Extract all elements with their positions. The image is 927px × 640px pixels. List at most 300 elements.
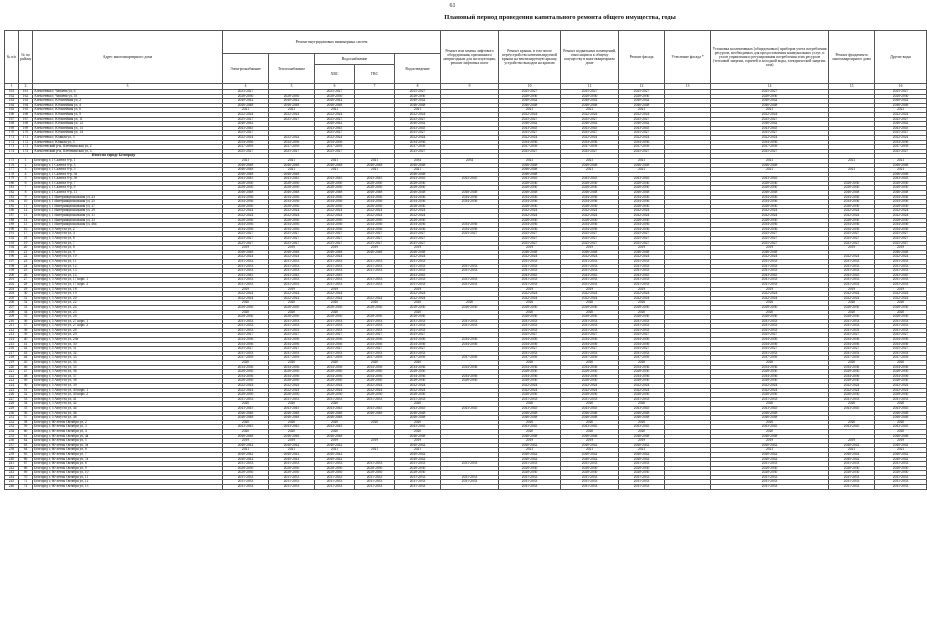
table-cell: 2025-2027	[875, 232, 927, 237]
table-cell: 227	[5, 397, 19, 402]
table-cell: 208	[5, 310, 19, 315]
table-cell: 2025-2027	[355, 333, 395, 338]
table-cell: 2022-2024	[355, 384, 395, 389]
table-cell: 2040-2042	[561, 122, 619, 127]
table-cell: 230	[5, 411, 19, 416]
table-cell: 2025-2027	[619, 241, 665, 246]
table-cell: 2020	[269, 310, 315, 315]
table-cell: 2031-2033	[619, 319, 665, 324]
table-cell: 2025-2027	[619, 149, 665, 154]
table-cell: 2020	[561, 310, 619, 315]
table-cell: 2031-2033	[711, 259, 829, 264]
address-cell: Белгород г, 1 Салюта б-р, 5	[33, 168, 223, 173]
table-cell: 2020	[711, 429, 829, 434]
table-cell: 2040-2042	[619, 99, 665, 104]
table-cell: 2022-2024	[269, 209, 315, 214]
table-cell: 43	[19, 351, 33, 356]
table-cell: 2028-2030	[269, 94, 315, 99]
table-cell: 34	[19, 310, 33, 315]
table-cell: 61	[19, 434, 33, 439]
table-cell: 2020	[269, 420, 315, 425]
table-cell: 2031-2033	[395, 480, 441, 485]
repair-schedule-table	[4, 30, 927, 490]
table-cell: 2025-2027	[269, 237, 315, 242]
table-cell: 2021	[223, 108, 269, 113]
table-cell: 2021	[355, 448, 395, 453]
table-cell: 2034-2036	[355, 342, 395, 347]
table-cell: 2028-2030	[223, 305, 269, 310]
table-cell: 2043-2045	[561, 126, 619, 131]
table-cell: 2043-2045	[619, 425, 665, 430]
table-cell: 8	[19, 191, 33, 196]
table-cell: 2020	[875, 429, 927, 434]
table-cell: 168	[19, 122, 33, 127]
table-cell: 2031-2033	[223, 351, 269, 356]
table-cell: 2028-2030	[355, 204, 395, 209]
table-cell: 2028-2030	[499, 466, 561, 471]
table-cell: 2046-2048	[875, 250, 927, 255]
table-row	[5, 485, 927, 490]
table-cell: 2022-2024	[829, 255, 875, 260]
table-cell: 2034-2036	[355, 374, 395, 379]
table-cell: 2031-2033	[875, 462, 927, 467]
table-cell: 2034-2036	[441, 223, 499, 228]
address-cell: Белгород г, 5 Августа ул, 26	[33, 315, 223, 320]
table-cell: 2043-2045	[269, 273, 315, 278]
table-cell: 2019	[875, 439, 927, 444]
table-cell: 2040-2042	[619, 452, 665, 457]
table-cell: 2028-2030	[829, 181, 875, 186]
address-cell: Белгород г, 5 Августа ул, 17 корп. 2	[33, 282, 223, 287]
table-cell: 2020	[829, 310, 875, 315]
address-cell: Белгород г, 5 Августа ул, 12	[33, 264, 223, 269]
table-cell: 2034-2036	[223, 223, 269, 228]
address-cell: Белгород г, 60-летия Октября ул, 2	[33, 420, 223, 425]
table-cell: 2025-2027	[875, 149, 927, 154]
table-cell: 2031-2033	[315, 324, 355, 329]
table-cell: 2028-2030	[561, 315, 619, 320]
table-cell: 67	[19, 462, 33, 467]
table-cell: 2028-2030	[315, 393, 355, 398]
table-cell: 2028-2030	[315, 466, 355, 471]
table-cell: 2043-2045	[355, 406, 395, 411]
table-cell: 2028-2030	[223, 393, 269, 398]
table-cell: 2031-2033	[223, 264, 269, 269]
address-cell: Белгород г, 60-летия Октября ул, 7	[33, 452, 223, 457]
table-cell: 2025-2027	[499, 347, 561, 352]
table-cell: 225	[5, 388, 19, 393]
table-cell: 2028-2030	[561, 379, 619, 384]
address-cell: Белгород г, 5 Августа ул, 35	[33, 365, 223, 370]
table-cell: 162	[5, 94, 19, 99]
table-cell: 2022-2024	[223, 112, 269, 117]
table-cell: 162	[19, 94, 33, 99]
table-cell: 2028-2030	[395, 370, 441, 375]
table-cell: 2034-2036	[315, 140, 355, 145]
table-cell: 2034-2036	[223, 227, 269, 232]
table-cell: 2021	[561, 448, 619, 453]
table-cell: 2025-2027	[395, 232, 441, 237]
table-cell: 203	[5, 287, 19, 292]
table-cell: 168	[5, 122, 19, 127]
table-cell: 2034-2036	[315, 227, 355, 232]
col-fund: Ремонт фундамента многоквартирного дома	[829, 31, 875, 84]
table-cell: 25	[19, 269, 33, 274]
col-heat: Теплоснабжение	[269, 54, 315, 84]
separator-label: Итого по городу Белгороду	[5, 154, 223, 159]
table-cell: 2031-2033	[355, 462, 395, 467]
table-cell: 2021	[499, 448, 561, 453]
table-cell: 2034-2036	[711, 227, 829, 232]
table-cell: 186	[5, 209, 19, 214]
table-cell: 2037-2039	[223, 145, 269, 150]
table-cell: 2022-2024	[269, 296, 315, 301]
table-cell: 2020	[499, 420, 561, 425]
table-cell: 215	[5, 342, 19, 347]
table-cell: 2040-2042	[395, 122, 441, 127]
table-cell: 194	[5, 246, 19, 251]
table-cell: 2028-2030	[711, 186, 829, 191]
table-cell: 2020	[269, 301, 315, 306]
table-cell: 2028-2030	[269, 379, 315, 384]
table-cell: 2040-2042	[223, 452, 269, 457]
table-cell: 2022-2024	[269, 135, 315, 140]
address-cell: Белгород г, 5 Августа ул, 27 корп. 1	[33, 319, 223, 324]
table-cell: 2022-2024	[315, 292, 355, 297]
table-cell: 2028-2030	[561, 466, 619, 471]
table-cell: 2022-2024	[561, 214, 619, 219]
table-cell: 2028-2030	[355, 315, 395, 320]
table-cell: 58	[19, 420, 33, 425]
table-cell: 54	[19, 402, 33, 407]
table-cell: 2022-2024	[355, 209, 395, 214]
table-cell: 2031-2033	[441, 324, 499, 329]
table-cell: 2028-2030	[395, 315, 441, 320]
table-cell: 2028-2030	[395, 466, 441, 471]
table-cell: 2028-2030	[395, 204, 441, 209]
table-cell: 2031-2033	[499, 269, 561, 274]
address-cell: Белгород г, 60-летия Октября ул, 11	[33, 475, 223, 480]
table-cell: 2031-2033	[499, 397, 561, 402]
table-cell: 2028-2030	[561, 181, 619, 186]
table-cell: 2034-2036	[711, 365, 829, 370]
table-cell: 2020	[499, 429, 561, 434]
table-cell: 2025-2027	[875, 333, 927, 338]
table-cell: 2028-2030	[269, 471, 315, 476]
table-cell: 2031-2033	[223, 282, 269, 287]
table-cell: 2031-2033	[269, 264, 315, 269]
table-cell: 2028-2030	[499, 186, 561, 191]
table-cell: 2040-2042	[829, 457, 875, 462]
table-cell: 2028-2030	[829, 204, 875, 209]
table-cell: 2043-2045	[711, 126, 829, 131]
address-cell: Белгород г, 5 Августа ул, 2	[33, 227, 223, 232]
table-cell: 2040-2042	[499, 452, 561, 457]
table-cell: 171	[19, 135, 33, 140]
table-cell: 2031-2033	[355, 397, 395, 402]
table-cell: 2021	[269, 448, 315, 453]
address-cell: Алексеевка г, Юбилейная ул, 6	[33, 108, 223, 113]
table-cell: 2046-2048	[561, 163, 619, 168]
table-cell: 2031-2033	[561, 328, 619, 333]
table-cell: 2022-2024	[829, 209, 875, 214]
table-cell: 179	[5, 177, 19, 182]
table-cell: 2022-2024	[395, 214, 441, 219]
table-cell: 2031-2033	[269, 462, 315, 467]
table-cell: 2031-2033	[395, 324, 441, 329]
table-cell: 2037-2039	[223, 356, 269, 361]
table-cell: 2040-2042	[619, 457, 665, 462]
table-cell: 2040-2042	[711, 99, 829, 104]
table-cell: 2046-2048	[875, 191, 927, 196]
table-cell: 166	[5, 112, 19, 117]
table-cell: 65	[19, 452, 33, 457]
table-cell: 2025-2027	[499, 131, 561, 136]
column-number: 11	[561, 84, 619, 90]
column-number: 4	[223, 84, 269, 90]
table-cell: 2034-2036	[499, 140, 561, 145]
table-cell: 2034-2036	[395, 227, 441, 232]
table-cell: 2031-2033	[395, 259, 441, 264]
table-cell: 2028-2030	[711, 181, 829, 186]
table-cell: 2028-2030	[395, 218, 441, 223]
table-cell: 2031-2033	[711, 485, 829, 490]
table-cell: 2043-2045	[499, 406, 561, 411]
table-cell: 2019	[269, 287, 315, 292]
table-cell: 2020	[711, 420, 829, 425]
table-cell: 228	[5, 402, 19, 407]
table-cell: 2046-2048	[269, 416, 315, 421]
table-cell: 163	[19, 99, 33, 104]
table-cell: 2025-2027	[711, 241, 829, 246]
table-cell: 2031-2033	[395, 351, 441, 356]
table-cell: 2028-2030	[355, 466, 395, 471]
table-cell: 2028-2030	[223, 204, 269, 209]
table-cell: 2031-2033	[875, 351, 927, 356]
table-cell: 174	[19, 149, 33, 154]
table-cell: 2031-2033	[269, 278, 315, 283]
table-cell: 2031-2033	[499, 475, 561, 480]
table-cell: 2022-2024	[395, 296, 441, 301]
table-cell: 2043-2045	[315, 406, 355, 411]
table-cell: 2034-2036	[269, 342, 315, 347]
table-cell: 2046-2048	[499, 411, 561, 416]
table-cell: 2031-2033	[711, 282, 829, 287]
address-cell: Белгород г, 5 Августа ул, 39	[33, 384, 223, 389]
address-cell: Белгород г, 60-летия Октября ул, 10	[33, 471, 223, 476]
col-no-district: № по району	[19, 31, 33, 84]
table-cell: 2031-2033	[499, 351, 561, 356]
table-cell: 2020	[619, 420, 665, 425]
table-cell: 63	[19, 443, 33, 448]
address-cell: Белгород г, 5 Августа ул, 44	[33, 406, 223, 411]
table-cell: 226	[5, 393, 19, 398]
address-cell: Алексеевка г, Юбилейная ул, 4	[33, 103, 223, 108]
table-cell: 2046-2048	[223, 191, 269, 196]
table-cell: 2031-2033	[355, 485, 395, 490]
table-cell: 12	[19, 209, 33, 214]
table-cell: 2040-2042	[315, 122, 355, 127]
table-cell: 2037-2039	[269, 356, 315, 361]
table-cell: 2025-2027	[269, 333, 315, 338]
table-cell: 2028-2030	[223, 466, 269, 471]
table-cell: 2020	[829, 301, 875, 306]
table-body	[5, 90, 927, 490]
table-cell: 180	[5, 181, 19, 186]
table-cell: 30	[19, 292, 33, 297]
table-cell: 2040-2042	[499, 122, 561, 127]
table-cell: 2025-2027	[619, 232, 665, 237]
table-cell: 2028-2030	[269, 315, 315, 320]
table-cell: 163	[5, 99, 19, 104]
table-cell: 52	[19, 393, 33, 398]
table-cell: 2046-2048	[269, 434, 315, 439]
table-cell: 2028-2030	[223, 218, 269, 223]
table-cell: 2034-2036	[711, 140, 829, 145]
table-cell: 2037-2039	[315, 145, 355, 150]
table-cell: 2031-2033	[315, 269, 355, 274]
table-cell: 2028-2030	[395, 94, 441, 99]
table-cell: 2019	[619, 439, 665, 444]
table-cell: 2022-2024	[315, 384, 355, 389]
table-cell: 2031-2033	[561, 480, 619, 485]
table-cell: 177	[5, 168, 19, 173]
address-cell: Алексеевка г, Чапаева ул, 55	[33, 94, 223, 99]
table-cell: 2020	[223, 361, 269, 366]
table-cell: 2037-2039	[355, 356, 395, 361]
table-cell: 2031-2033	[619, 462, 665, 467]
table-cell: 2037-2039	[395, 356, 441, 361]
table-cell: 2022-2024	[711, 214, 829, 219]
table-cell: 2037-2039	[619, 145, 665, 150]
table-cell: 23	[19, 259, 33, 264]
table-cell: 2025-2027	[829, 232, 875, 237]
table-cell: 2043-2045	[269, 406, 315, 411]
table-cell: 2028-2030	[269, 370, 315, 375]
table-cell: 2046-2048	[223, 416, 269, 421]
column-number: 1	[5, 84, 19, 90]
address-cell: Белгород г, 5 Августа ул, 29	[33, 333, 223, 338]
table-cell: 2025-2027	[875, 131, 927, 136]
table-cell: 2043-2045	[619, 126, 665, 131]
table-cell: 2046-2048	[875, 416, 927, 421]
table-cell: 2034-2036	[499, 342, 561, 347]
table-cell: 2020	[223, 429, 269, 434]
table-cell: 2031-2033	[711, 397, 829, 402]
table-cell: 2031-2033	[441, 480, 499, 485]
table-cell: 2019	[829, 287, 875, 292]
table-cell: 2028-2030	[619, 181, 665, 186]
table-cell: 2020	[619, 429, 665, 434]
table-cell: 2019	[619, 287, 665, 292]
table-cell: 2019	[711, 439, 829, 444]
table-cell: 2031-2033	[395, 328, 441, 333]
table-cell: 2034-2036	[315, 195, 355, 200]
address-cell: Белгород г, 5 Августа ул, 28	[33, 328, 223, 333]
table-cell: 2043-2045	[875, 406, 927, 411]
table-cell: 191	[5, 232, 19, 237]
table-cell: 2028-2030	[223, 379, 269, 384]
table-cell: 2034-2036	[441, 227, 499, 232]
table-cell: 2031-2033	[315, 282, 355, 287]
address-cell: Белгород г, 5 Августа ул, 31	[33, 347, 223, 352]
table-cell: 2019	[561, 246, 619, 251]
table-cell: 2025-2027	[395, 131, 441, 136]
address-cell: Алексеевка г, Юбилейная ул, 9	[33, 112, 223, 117]
table-cell: 2046-2048	[269, 250, 315, 255]
table-cell: 2020	[223, 310, 269, 315]
table-cell: 2025-2027	[619, 131, 665, 136]
table-cell: 2028-2030	[829, 186, 875, 191]
table-cell: 2028-2030	[499, 204, 561, 209]
table-cell: 24	[19, 264, 33, 269]
table-cell: 2034-2036	[395, 342, 441, 347]
table-cell: 2034-2036	[619, 140, 665, 145]
table-cell: 2031-2033	[499, 328, 561, 333]
address-cell: Белгород г, 5 Августа ул, 33	[33, 356, 223, 361]
table-cell: 2031-2033	[829, 269, 875, 274]
table-cell: 2019	[711, 246, 829, 251]
table-cell: 2025-2027	[269, 241, 315, 246]
table-cell: 2019	[355, 439, 395, 444]
table-cell: 2021	[395, 108, 441, 113]
table-cell: 2025-2027	[561, 149, 619, 154]
address-cell: Белгород г, 1 Салюта б-р, 7	[33, 181, 223, 186]
table-cell: 2034-2036	[223, 338, 269, 343]
table-cell: 2031-2033	[441, 319, 499, 324]
table-cell: 2020	[223, 301, 269, 306]
table-cell: 2022-2024	[829, 384, 875, 389]
table-cell: 2022-2024	[875, 214, 927, 219]
address-cell: Белгород г, 1 Салюта б-р, 5а	[33, 172, 223, 177]
table-cell: 2031-2033	[875, 328, 927, 333]
table-cell: 2031-2033	[355, 282, 395, 287]
table-cell	[665, 485, 711, 490]
col-address: Адрес многоквартирного дома	[33, 31, 223, 84]
table-cell: 2034-2036	[499, 200, 561, 205]
table-cell: 2021	[315, 108, 355, 113]
table-cell: 2020	[829, 402, 875, 407]
table-cell: 2022-2024	[561, 296, 619, 301]
table-cell: 2034-2036	[355, 195, 395, 200]
column-number: 10	[499, 84, 561, 90]
table-cell: 2046-2048	[619, 163, 665, 168]
table-cell: 2022-2024	[619, 112, 665, 117]
table-cell: 224	[5, 384, 19, 389]
table-cell: 66	[19, 457, 33, 462]
table-cell: 2022-2024	[619, 384, 665, 389]
table-cell: 2046-2048	[499, 250, 561, 255]
table-cell: 2031-2033	[315, 485, 355, 490]
address-cell: Белгород г, 1 Интернациональная ул, 27	[33, 204, 223, 209]
table-cell: 2031-2033	[711, 264, 829, 269]
table-cell: 2043-2045	[829, 406, 875, 411]
address-cell: Белгород г, 5 Августа ул, 29а	[33, 338, 223, 343]
table-cell: 2028-2030	[441, 379, 499, 384]
table-cell: 57	[19, 416, 33, 421]
table-cell: 2043-2045	[619, 273, 665, 278]
table-cell: 2034-2036	[561, 223, 619, 228]
table-cell: 2021	[711, 168, 829, 173]
table-cell: 216	[5, 347, 19, 352]
table-cell: 2028-2030	[875, 315, 927, 320]
table-cell: 2043-2045	[355, 177, 395, 182]
table-cell: 2031-2033	[355, 351, 395, 356]
table-cell: 2046-2048	[875, 163, 927, 168]
table-cell: 2046-2048	[619, 103, 665, 108]
table-cell: 2020	[711, 301, 829, 306]
table-cell: 2019	[223, 246, 269, 251]
